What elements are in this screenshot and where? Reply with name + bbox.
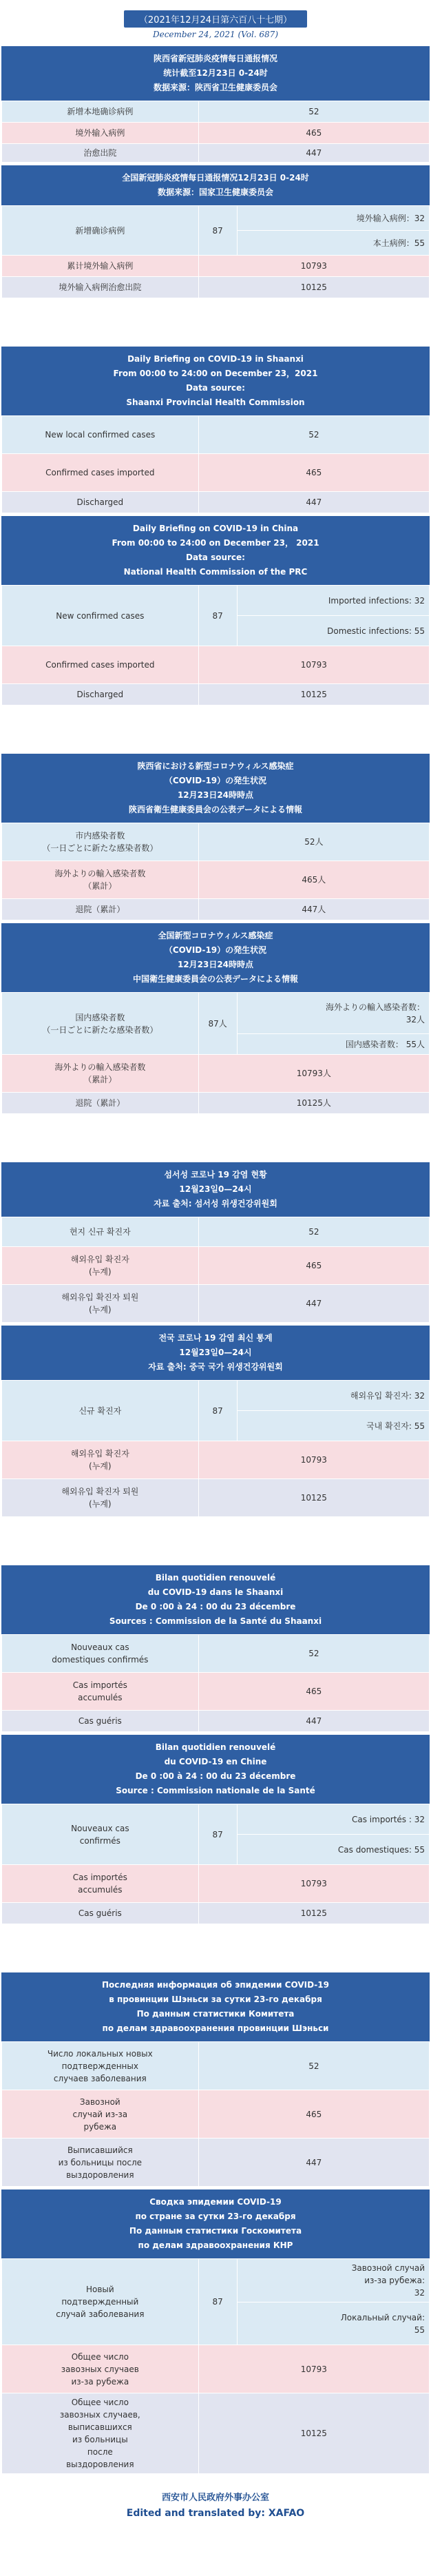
imported-cases: Cas importés : 32 [237, 1804, 429, 1835]
row-label: Discharged [2, 492, 199, 513]
row-label: New local confirmed cases [2, 416, 199, 454]
table-row [2, 993, 430, 1034]
row-value: 10793 [198, 256, 429, 277]
row-label: Confirmed cases imported [2, 454, 199, 492]
header-line: 12月23日24時時点 [177, 790, 254, 800]
new-cases-label: 新增确诊病例 [2, 206, 199, 256]
row-value: 10793 [198, 2345, 429, 2393]
table-row [2, 1865, 430, 1903]
row-value: 465人 [198, 861, 429, 899]
jp-china-table [1, 992, 430, 1114]
table-row [2, 2090, 430, 2139]
table-row [2, 416, 430, 454]
row-value: 10125 [198, 684, 429, 705]
header-line: 전국 코로나 19 감염 최신 통계 [158, 1333, 273, 1343]
table-row [2, 2259, 430, 2302]
table-row [2, 2042, 430, 2090]
ru-shaanxi-header [1, 1972, 430, 2041]
en-china-table [1, 585, 430, 705]
fr-china-header [1, 1735, 430, 1804]
table-row [2, 1055, 430, 1093]
table-row [2, 1903, 430, 1924]
header-line: From 00:00 to 24:00 on December 23，2021 [113, 369, 318, 378]
header-line: From 00:00 to 24:00 on December 23， 2021 [112, 538, 319, 548]
row-label: 市内感染者数 （一日ごとに新たな感染者数） [2, 823, 199, 861]
ru-china-table [1, 2258, 430, 2474]
row-label: 退院（累計） [2, 1093, 199, 1114]
imported-cases: 海外よりの輸入感染者数： 32人 [237, 993, 429, 1034]
kr-shaanxi-table [1, 1217, 430, 1323]
header-line: по делам здравоохранения КНР [138, 2240, 293, 2250]
row-value: 10793 [198, 646, 429, 684]
row-label: 현지 신규 확진자 [2, 1217, 199, 1247]
header-line: в провинции Шэньси за сутки 23-го декабря [109, 1995, 322, 2004]
ru-shaanxi-section [1, 1972, 430, 2187]
ru-shaanxi-table [1, 2041, 430, 2187]
cn-shaanxi-header [1, 46, 430, 101]
table-row [2, 1381, 430, 1411]
header-line: 자료 출처: 중국 국가 위생건강위원회 [148, 1362, 283, 1372]
section-gap [1, 1520, 430, 1565]
fr-china-section [1, 1735, 430, 1924]
new-cases-value: 87 [198, 586, 237, 646]
cn-china-header [1, 165, 430, 205]
domestic-cases: 本土病例：55 [237, 231, 429, 256]
briefing-content [1, 46, 430, 2474]
cn-shaanxi-table [1, 101, 430, 163]
table-row [2, 1479, 430, 1517]
header-line: 자료 출처: 섬서성 위생건강위원회 [154, 1199, 277, 1208]
table-row [2, 2139, 430, 2187]
header-line: 섬서성 코로나 19 감염 현황 [164, 1170, 267, 1179]
row-value: 52 [198, 2042, 429, 2090]
row-value: 10125 [198, 1479, 429, 1517]
header-line: По данным статистики Госкомитета [129, 2226, 302, 2236]
table-row [2, 1247, 430, 1285]
kr-shaanxi-header [1, 1162, 430, 1217]
new-cases-value: 87 [198, 1381, 237, 1441]
row-value: 465 [198, 1673, 429, 1711]
row-label: Число локальных новых подтвержденных случаев заболевания [2, 2042, 199, 2090]
new-cases-value: 87 [198, 2259, 237, 2345]
section-gap [1, 708, 430, 754]
ru-china-header [1, 2189, 430, 2258]
footer [1, 2477, 430, 2531]
date-cn: （2021年12月24日第六百八十七期） [124, 10, 307, 28]
jp-china-header [1, 923, 430, 992]
row-value: 52 [198, 416, 429, 454]
new-cases-value: 87 [198, 1804, 237, 1865]
header-line: 陕西省新冠肺炎疫情每日通报情况 [153, 54, 277, 63]
header-line: 数据来源：国家卫生健康委员会 [157, 187, 273, 197]
table-row [2, 256, 430, 277]
header-line: Source : Commission nationale de la Santé [116, 1786, 315, 1795]
header-line: du COVID-19 dans le Shaanxi [147, 1587, 284, 1597]
row-value: 52人 [198, 823, 429, 861]
table-row [2, 1804, 430, 1835]
table-row [2, 144, 430, 163]
header-line: Daily Briefing on COVID-19 in China [132, 524, 299, 533]
header-line: 全国新冠肺炎疫情每日通报情况12月23日 0-24时 [122, 173, 309, 183]
table-row [2, 1711, 430, 1732]
table-row [2, 206, 430, 231]
table-row [2, 823, 430, 861]
kr-china-table [1, 1380, 430, 1517]
row-label: 境外输入病例治愈出院 [2, 277, 199, 298]
domestic-cases: Cas domestiques: 55 [237, 1835, 429, 1865]
jp-china-section [1, 923, 430, 1114]
row-value: 10793人 [198, 1055, 429, 1093]
header-line: По данным статистики Комитета [136, 2009, 295, 2019]
date-banner [1, 0, 430, 28]
table-row [2, 123, 430, 144]
jp-shaanxi-table [1, 823, 430, 920]
table-row [2, 1217, 430, 1247]
row-value: 447 [198, 2139, 429, 2187]
header-line: （COVID-19）の発生状況 [164, 945, 267, 955]
row-value: 465 [198, 2090, 429, 2139]
row-value: 447 [198, 1285, 429, 1323]
header-line: Data source: [186, 553, 245, 562]
header-line: 12월23일0—24시 [179, 1184, 252, 1194]
en-china-section [1, 516, 430, 705]
row-label: Cas importés accumulés [2, 1673, 199, 1711]
row-label: Общее число завозных случаев, выписавшихся из больницы после выздоровления [2, 2393, 199, 2474]
row-label: Выписавшийся из больницы после выздоровления [2, 2139, 199, 2187]
table-row [2, 277, 430, 298]
table-row [2, 1673, 430, 1711]
new-cases-label: Новый подтвержденный случай заболевания [2, 2259, 199, 2345]
en-shaanxi-table [1, 415, 430, 513]
header-line: 12월23일0—24시 [179, 1348, 252, 1357]
fr-shaanxi-header [1, 1565, 430, 1634]
table-row [2, 1441, 430, 1479]
row-value: 465 [198, 1247, 429, 1285]
en-shaanxi-section [1, 347, 430, 513]
table-row [2, 454, 430, 492]
header-line: De 0 :00 à 24 : 00 du 23 décembre [135, 1771, 296, 1781]
table-row [2, 101, 430, 123]
section-gap [1, 1117, 430, 1162]
row-value: 447人 [198, 899, 429, 920]
footer-credit: Edited and translated by: XAFAO [126, 2508, 305, 2519]
footer-office: 西安市人民政府外事办公室 [161, 2493, 269, 2503]
header-line: Последняя информация об эпидемии COVID-19 [102, 1980, 329, 1990]
row-value: 10125 [198, 1903, 429, 1924]
domestic-cases: Domestic infections: 55 [237, 616, 429, 646]
ru-china-section [1, 2189, 430, 2474]
table-row [2, 861, 430, 899]
header-line: National Health Commission of the PRC [123, 567, 308, 577]
table-row [2, 684, 430, 705]
imported-cases: Imported infections: 32 [237, 586, 429, 616]
en-china-header [1, 516, 430, 585]
row-value: 52 [198, 101, 429, 123]
table-row [2, 899, 430, 920]
new-cases-value: 87人 [198, 993, 237, 1055]
row-label: 累计境外输入病例 [2, 256, 199, 277]
row-label: 해외유입 확진자 (누계) [2, 1441, 199, 1479]
row-label: 境外输入病例 [2, 123, 199, 144]
row-value: 10793 [198, 1865, 429, 1903]
row-value: 447 [198, 492, 429, 513]
imported-cases: Завозной случай из-за рубежа: 32 [237, 2259, 429, 2302]
header-line: （COVID-19）の発生状況 [164, 776, 267, 785]
row-value: 52 [198, 1635, 429, 1673]
row-label: Общее число завозных случаев из-за рубежа [2, 2345, 199, 2393]
row-value: 447 [198, 144, 429, 163]
row-value: 10793 [198, 1441, 429, 1479]
table-row [2, 1635, 430, 1673]
cn-china-section [1, 165, 430, 298]
table-row [2, 1093, 430, 1114]
en-shaanxi-header [1, 347, 430, 415]
section-gap [1, 301, 430, 347]
row-label: 退院（累計） [2, 899, 199, 920]
date-en: December 24, 2021 (Vol. 687) [152, 30, 279, 39]
header-line: 陝西省衛生健康委員会の公表データによる情報 [128, 805, 302, 814]
row-label: Confirmed cases imported [2, 646, 199, 684]
header-line: 全国新型コロナウィルス感染症 [158, 931, 273, 940]
row-value: 465 [198, 123, 429, 144]
header-line: 统计截至12月23日 0-24时 [163, 68, 268, 78]
header-line: Bilan quotidien renouvelé [155, 1573, 276, 1583]
row-value: 447 [198, 1711, 429, 1732]
domestic-cases: 国内感染者数： 55人 [237, 1034, 429, 1055]
row-label: Cas guéris [2, 1903, 199, 1924]
row-label: Завозной случай из-за рубежа [2, 2090, 199, 2139]
row-label: Discharged [2, 684, 199, 705]
table-row [2, 2345, 430, 2393]
header-line: Shaanxi Provincial Health Commission [126, 398, 305, 407]
row-value: 10125 [198, 2393, 429, 2474]
row-value: 465 [198, 454, 429, 492]
row-label: 해외유입 확진자 퇴원 (누계) [2, 1479, 199, 1517]
header-line: по делам здравоохранения провинции Шэньси [102, 2023, 329, 2033]
cn-china-table [1, 205, 430, 298]
header-line: 12月23日24時時点 [177, 960, 254, 969]
jp-shaanxi-section [1, 754, 430, 920]
table-row [2, 492, 430, 513]
fr-shaanxi-section [1, 1565, 430, 1732]
table-row [2, 586, 430, 616]
row-label: 新增本地确诊病例 [2, 101, 199, 123]
row-label: 治愈出院 [2, 144, 199, 163]
row-label: 海外よりの輸入感染者数 （累計） [2, 861, 199, 899]
new-cases-label: Nouveaux cas confirmés [2, 1804, 199, 1865]
header-line: Data source: [186, 383, 245, 393]
row-value: 10125 [198, 277, 429, 298]
kr-shaanxi-section [1, 1162, 430, 1323]
section-gap [1, 1927, 430, 1972]
header-line: du COVID-19 en Chine [164, 1757, 267, 1766]
new-cases-value: 87 [198, 206, 237, 256]
row-label: Cas guéris [2, 1711, 199, 1732]
row-label: Nouveaux cas domestiques confirmés [2, 1635, 199, 1673]
jp-shaanxi-header [1, 754, 430, 823]
header-line: 数据来源：陕西省卫生健康委员会 [153, 83, 277, 92]
new-cases-label: 신규 확진자 [2, 1381, 199, 1441]
imported-cases: 해외유입 확진자: 32 [237, 1381, 429, 1411]
row-label: 해외유입 확진자 퇴원 (누계) [2, 1285, 199, 1323]
kr-china-section [1, 1326, 430, 1517]
kr-china-header [1, 1326, 430, 1380]
table-row [2, 2393, 430, 2474]
header-line: 中国衛生健康委員会の公表データによる情報 [132, 974, 298, 984]
row-value: 52 [198, 1217, 429, 1247]
row-value: 10125人 [198, 1093, 429, 1114]
new-cases-label: 国内感染者数 （一日ごとに新たな感染者数） [2, 993, 199, 1055]
domestic-cases: Локальный случай: 55 [237, 2302, 429, 2345]
imported-cases: 境外输入病例：32 [237, 206, 429, 231]
row-label: 해외유입 확진자 (누계) [2, 1247, 199, 1285]
header-line: Сводка эпидемии COVID-19 [149, 2197, 282, 2207]
header-line: De 0 :00 à 24 : 00 du 23 décembre [135, 1602, 296, 1611]
header-line: 陝西省における新型コロナウィルス感染症 [137, 761, 294, 771]
header-line: Bilan quotidien renouvelé [155, 1742, 276, 1752]
header-line: Sources : Commission de la Santé du Shaanxi [109, 1616, 322, 1626]
domestic-cases: 국내 확진자: 55 [237, 1411, 429, 1441]
row-label: 海外よりの輸入感染者数 （累計） [2, 1055, 199, 1093]
table-row [2, 1285, 430, 1323]
new-cases-label: New confirmed cases [2, 586, 199, 646]
header-line: по стране за сутки 23-го декабря [135, 2212, 296, 2221]
header-line: Daily Briefing on COVID-19 in Shaanxi [127, 354, 304, 364]
fr-china-table [1, 1804, 430, 1924]
row-label: Cas importés accumulés [2, 1865, 199, 1903]
fr-shaanxi-table [1, 1634, 430, 1732]
cn-shaanxi-section [1, 46, 430, 163]
table-row [2, 646, 430, 684]
